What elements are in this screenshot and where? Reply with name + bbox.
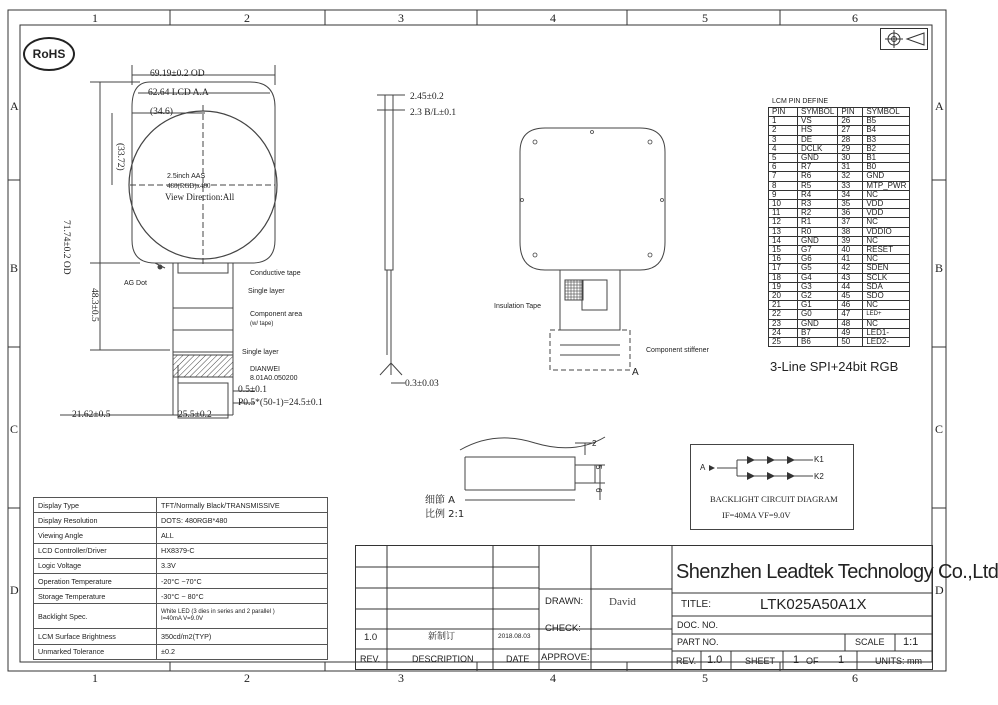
backlight-title: BACKLIGHT CIRCUIT DIAGRAM	[710, 494, 838, 504]
spec-table	[33, 497, 328, 660]
row-label: D	[10, 583, 19, 597]
pin-row	[769, 209, 910, 218]
label-component: Component area	[250, 311, 303, 318]
spec-value	[157, 604, 328, 629]
pin-col-header: PIN	[769, 108, 798, 117]
pin-cell: 3	[769, 135, 798, 144]
spec-label: Storage Temperature	[34, 589, 157, 604]
pin-cell: 36	[838, 209, 863, 218]
backlight-k1: K1	[814, 455, 824, 464]
spec-label: Operation Temperature	[34, 573, 157, 588]
title-value: LTK025A50A1X	[760, 596, 867, 613]
pin-cell: 18	[769, 273, 798, 282]
spec-row	[34, 629, 328, 644]
pin-cell: R0	[798, 227, 838, 236]
pin-cell: GND	[798, 319, 838, 328]
pin-cell: 19	[769, 282, 798, 291]
pin-row	[769, 319, 910, 328]
interface-label: 3-Line SPI+24bit RGB	[770, 359, 899, 374]
label-part: 8.01A0.050200	[250, 375, 298, 382]
pin-col-header: SYMBOL	[798, 108, 838, 117]
pin-row	[769, 301, 910, 310]
pin-cell: NC	[863, 301, 910, 310]
pin-cell: B4	[863, 126, 910, 135]
pin-cell: B0	[863, 163, 910, 172]
pin-cell: 15	[769, 246, 798, 255]
dim-outline: 69.19±0.2 OD	[150, 69, 205, 79]
pin-row	[769, 200, 910, 209]
drawn-value: David	[609, 596, 636, 608]
pin-cell: 27	[838, 126, 863, 135]
pin-row	[769, 246, 910, 255]
pin-cell: 14	[769, 236, 798, 245]
pin-define-title: LCM PIN DEFINE	[772, 98, 829, 105]
pin-cell: 22	[769, 310, 798, 319]
title-label: TITLE:	[681, 599, 712, 610]
row-label: C	[935, 422, 944, 436]
col-label: 3	[398, 671, 404, 685]
spec-value: ALL	[157, 528, 328, 543]
pin-cell: 42	[838, 264, 863, 273]
pin-cell: SDA	[863, 282, 910, 291]
spec-label: Backlight Spec.	[34, 604, 157, 629]
pin-cell: 41	[838, 255, 863, 264]
pin-cell: 44	[838, 282, 863, 291]
pin-cell: DCLK	[798, 144, 838, 153]
dim-thick: 2.45±0.2	[410, 92, 444, 102]
dim-fpc-t: 0.5±0.1	[238, 385, 267, 395]
pin-cell: 1	[769, 117, 798, 126]
of-label: OF	[806, 656, 819, 666]
col-label: 3	[398, 11, 404, 25]
spec-label: Logic Voltage	[34, 558, 157, 573]
pin-cell: VDD	[863, 200, 910, 209]
front-view-drawing	[60, 65, 360, 425]
pin-cell: 23	[769, 319, 798, 328]
spec-label: Unmarked Tolerance	[34, 644, 157, 659]
spec-value: TFT/Normally Black/TRANSMISSIVE	[157, 498, 328, 513]
row-label: C	[10, 422, 19, 436]
scale-value: 1:1	[903, 636, 919, 648]
label-ag-dot: AG Dot	[124, 280, 147, 287]
pin-cell: G1	[798, 301, 838, 310]
pin-cell: GND	[798, 154, 838, 163]
pin-cell: SDEN	[863, 264, 910, 273]
spec-value: 350cd/m2(TYP)	[157, 629, 328, 644]
pin-cell: G3	[798, 282, 838, 291]
label-view-a: A	[632, 367, 639, 378]
drawn-label: DRAWN:	[545, 596, 584, 607]
rev-row-desc: 新制订	[428, 632, 456, 642]
pin-cell: 43	[838, 273, 863, 282]
pin-cell: 28	[838, 135, 863, 144]
pin-cell: 50	[838, 338, 863, 347]
spec-row	[34, 644, 328, 659]
dim-left: 21.62±0.5	[72, 410, 111, 420]
spec-row	[34, 543, 328, 558]
spec-value: DOTS: 480RGB*480	[157, 513, 328, 528]
spec-label: LCD Controller/Driver	[34, 543, 157, 558]
pin-cell: MTP_PWR	[863, 181, 910, 190]
dim-flex-len: 48.3±0.5	[89, 288, 99, 322]
pin-col-header: PIN	[838, 108, 863, 117]
label-single-layer-1: Single layer	[248, 288, 285, 295]
pin-cell: G6	[798, 255, 838, 264]
col-label: 1	[92, 11, 98, 25]
pin-cell: 33	[838, 181, 863, 190]
pin-cell: GND	[798, 236, 838, 245]
backlight-k2: K2	[814, 472, 824, 481]
pin-cell: 16	[769, 255, 798, 264]
spec-label: Display Resolution	[34, 513, 157, 528]
sheet-label: SHEET	[745, 656, 776, 666]
pin-cell: 24	[769, 328, 798, 337]
col-label: 2	[244, 671, 250, 685]
spec-value: -30°C ~ 80°C	[157, 589, 328, 604]
spec-value-line: I=40mA V=9.0V	[161, 616, 204, 623]
pin-cell: LED+	[863, 310, 910, 319]
pin-cell: R4	[798, 190, 838, 199]
col-label: 6	[852, 11, 858, 25]
pin-cell: 34	[838, 190, 863, 199]
detail-dim-2: 2	[592, 439, 597, 448]
spec-row	[34, 498, 328, 513]
spec-label: Display Type	[34, 498, 157, 513]
pin-cell: 20	[769, 292, 798, 301]
spec-value: ±0.2	[157, 644, 328, 659]
col-label: 5	[702, 671, 708, 685]
dim-fpc-w: 25.5±0.2	[178, 410, 212, 420]
side-view-drawing	[355, 85, 485, 405]
spec-label: LCM Surface Brightness	[34, 629, 157, 644]
pin-table-header	[769, 108, 910, 117]
pin-cell: NC	[863, 190, 910, 199]
pin-cell: B2	[863, 144, 910, 153]
rev-value: 1.0	[707, 654, 723, 666]
detail-dim-5: 5	[594, 465, 603, 470]
pin-cell: VS	[798, 117, 838, 126]
pin-cell: 38	[838, 227, 863, 236]
pin-cell: 40	[838, 246, 863, 255]
projection-symbol-icon	[880, 28, 928, 50]
pin-cell: 39	[838, 236, 863, 245]
pin-cell: 5	[769, 154, 798, 163]
label-stiffener: Component stiffener	[646, 347, 709, 354]
pin-cell: SCLK	[863, 273, 910, 282]
pin-cell: NC	[863, 255, 910, 264]
pin-cell: RESET	[863, 246, 910, 255]
pin-cell: 29	[838, 144, 863, 153]
spec-value: 3.3V	[157, 558, 328, 573]
panel-title: 2.5inch AAS	[167, 173, 206, 180]
scale-label: SCALE	[855, 637, 885, 647]
pin-cell: 46	[838, 301, 863, 310]
detail-scale: 比例 2:1	[425, 509, 465, 520]
rev-row-rev: 1.0	[364, 632, 378, 643]
spec-value-line: White LED (3 dies in series and 2 parallel )	[161, 609, 275, 616]
row-label: B	[935, 261, 944, 275]
spec-value: -20°C ~70°C	[157, 573, 328, 588]
pin-cell: 32	[838, 172, 863, 181]
col-label: 4	[550, 11, 556, 25]
back-view-drawing	[490, 120, 690, 380]
pin-cell: G4	[798, 273, 838, 282]
pin-cell: NC	[863, 319, 910, 328]
label-component-2: (w/ tape)	[250, 321, 274, 327]
pin-cell: R6	[798, 172, 838, 181]
pin-cell: NC	[863, 218, 910, 227]
col-label: 4	[550, 671, 556, 685]
pin-cell: 11	[769, 209, 798, 218]
pin-cell: 26	[838, 117, 863, 126]
backlight-anode: A	[700, 463, 706, 472]
pin-row	[769, 190, 910, 199]
pin-cell: DE	[798, 135, 838, 144]
approve-label: APPROVE:	[541, 652, 590, 663]
pin-cell: G5	[798, 264, 838, 273]
pin-row	[769, 181, 910, 190]
pin-row	[769, 310, 910, 319]
spec-row	[34, 589, 328, 604]
pin-row	[769, 144, 910, 153]
pin-cell: 31	[838, 163, 863, 172]
pin-cell: 7	[769, 172, 798, 181]
col-label: 2	[244, 11, 250, 25]
rev-label-tb: REV.	[676, 656, 697, 666]
doc-label: DOC. NO.	[677, 620, 719, 630]
pin-cell: 6	[769, 163, 798, 172]
pin-cell: R3	[798, 200, 838, 209]
dim-height-od: 71.74±0.2 OD	[61, 220, 71, 275]
pin-row	[769, 154, 910, 163]
pin-cell: 12	[769, 218, 798, 227]
detail-title: 细節 A	[425, 495, 456, 506]
pin-cell: 10	[769, 200, 798, 209]
pin-cell: 2	[769, 126, 798, 135]
pin-cell: 9	[769, 190, 798, 199]
date-header: DATE	[506, 654, 530, 664]
of-value: 1	[838, 654, 845, 666]
spec-row	[34, 573, 328, 588]
pin-cell: LED2-	[863, 338, 910, 347]
rohs-label: RoHS	[32, 47, 66, 61]
dim-offset: (34.6)	[150, 107, 173, 117]
col-label: 5	[702, 11, 708, 25]
pin-row	[769, 292, 910, 301]
pin-col-header: SYMBOL	[863, 108, 910, 117]
description-header: DESCRIPTION	[412, 654, 474, 664]
pin-cell: G7	[798, 246, 838, 255]
pin-cell: B3	[863, 135, 910, 144]
pin-cell: R5	[798, 181, 838, 190]
pin-cell: 49	[838, 328, 863, 337]
pin-cell: R1	[798, 218, 838, 227]
pin-row	[769, 218, 910, 227]
panel-res: 480(RGB)x480	[167, 182, 211, 190]
label-maker: DIANWEI	[250, 366, 280, 373]
row-label: D	[935, 583, 944, 597]
row-label: B	[10, 261, 19, 275]
rev-header: REV.	[360, 654, 381, 664]
dim-lcd: 62.64 LCD A.A	[148, 88, 209, 98]
pin-cell: VDDIO	[863, 227, 910, 236]
pin-cell: SDO	[863, 292, 910, 301]
pin-row	[769, 273, 910, 282]
pin-row	[769, 227, 910, 236]
spec-value: HX8379-C	[157, 543, 328, 558]
check-label: CHECK:	[545, 623, 581, 634]
rev-row-date: 2018.08.03	[498, 633, 531, 640]
row-label: A	[935, 99, 944, 113]
pin-cell: 47	[838, 310, 863, 319]
pin-cell: 17	[769, 264, 798, 273]
pin-cell: G0	[798, 310, 838, 319]
pin-cell: HS	[798, 126, 838, 135]
pin-cell: LED1-	[863, 328, 910, 337]
sheet-value: 1	[793, 654, 800, 666]
col-label: 1	[92, 671, 98, 685]
detail-dim-6: 6	[594, 488, 603, 493]
pin-cell: B5	[863, 117, 910, 126]
pin-cell: VDD	[863, 209, 910, 218]
part-label: PART NO.	[677, 637, 719, 647]
spec-row	[34, 513, 328, 528]
pin-cell: B1	[863, 154, 910, 163]
pin-row	[769, 338, 910, 347]
backlight-spec: IF=40MA VF=9.0V	[722, 510, 791, 520]
label-single-layer-2: Single layer	[242, 349, 279, 356]
pin-row	[769, 172, 910, 181]
spec-row	[34, 604, 328, 629]
pin-cell: R2	[798, 209, 838, 218]
pin-row	[769, 282, 910, 291]
pin-cell: B6	[798, 338, 838, 347]
pin-row	[769, 264, 910, 273]
company-name: Shenzhen Leadtek Technology Co.,Ltd	[676, 561, 998, 583]
pin-row	[769, 135, 910, 144]
label-insulation: Insulation Tape	[494, 303, 541, 310]
dim-fpc: 0.3±0.03	[405, 379, 439, 389]
spec-label: Viewing Angle	[34, 528, 157, 543]
pin-row	[769, 117, 910, 126]
pin-cell: 13	[769, 227, 798, 236]
pin-cell: 4	[769, 144, 798, 153]
detail-a-drawing	[455, 425, 625, 515]
label-conductive: Conductive tape	[250, 270, 301, 277]
pin-cell: 30	[838, 154, 863, 163]
pin-cell: NC	[863, 236, 910, 245]
pin-cell: 8	[769, 181, 798, 190]
panel-view: View Direction:All	[165, 192, 235, 202]
dim-half: (33.72)	[115, 143, 125, 171]
pin-define-table	[768, 107, 910, 347]
pin-cell: 21	[769, 301, 798, 310]
pin-cell: 25	[769, 338, 798, 347]
pin-row	[769, 126, 910, 135]
row-label: A	[10, 99, 19, 113]
pin-cell: 37	[838, 218, 863, 227]
pin-row	[769, 163, 910, 172]
pin-cell: B7	[798, 328, 838, 337]
spec-row	[34, 558, 328, 573]
dim-pitch: P0.5*(50-1)=24.5±0.1	[238, 398, 323, 408]
units-label: UNITS: mm	[875, 656, 922, 666]
pin-cell: 48	[838, 319, 863, 328]
pin-cell: R7	[798, 163, 838, 172]
pin-cell: GND	[863, 172, 910, 181]
pin-cell: 45	[838, 292, 863, 301]
pin-cell: G2	[798, 292, 838, 301]
dim-bl: 2.3 B/L±0.1	[410, 108, 457, 118]
pin-cell: 35	[838, 200, 863, 209]
col-label: 6	[852, 671, 858, 685]
spec-row	[34, 528, 328, 543]
